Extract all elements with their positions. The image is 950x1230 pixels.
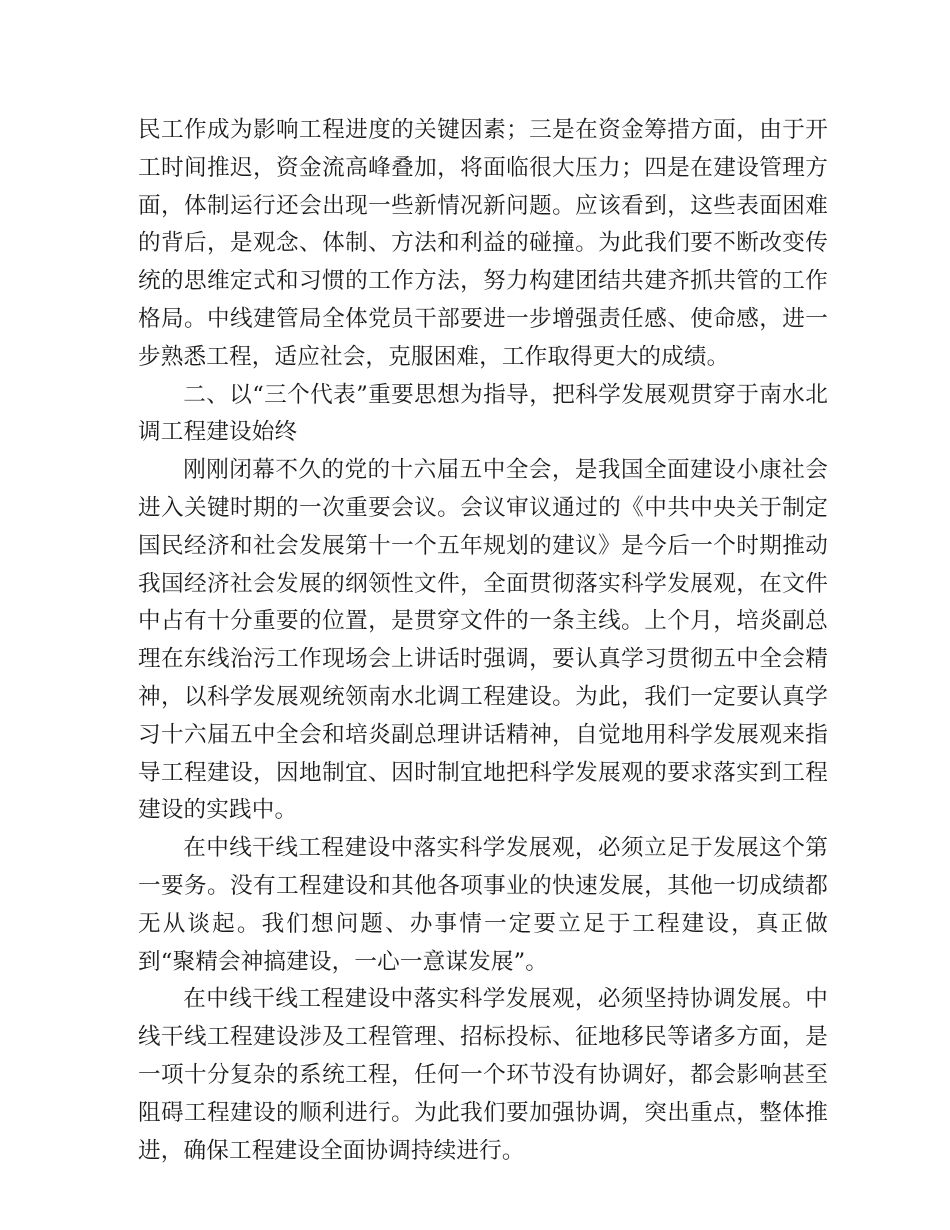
- paragraph-coordinated-development: 在中线干线工程建设中落实科学发展观，必须坚持协调发展。中线干线工程建设涉及工程管理、招标投标、征地移民等诸多方面，是一项十分复杂的系统工程，任何一个环节没有协调好，都会影响甚至阻碍工程建设的顺利进行。为此我们要加强协调，突出重点，整体推进，确保工程建设全面协调持续进行。: [138, 986, 828, 1164]
- paragraph-development-priority: 在中线干线工程建设中落实科学发展观，必须立足于发展这个第一要务。没有工程建设和其他各项事业的快速发展，其他一切成绩都无从谈起。我们想问题、办事情一定要立足于工程建设，真正做到“聚精会神搞建设，一心一意谋发展”。: [138, 835, 828, 975]
- section-heading: 二、以“三个代表”重要思想为指导，把科学发展观贯穿于南水北调工程建设始终: [138, 381, 828, 446]
- document-body: [138, 112, 828, 1170]
- paragraph-plenary-session: 刚刚闭幕不久的党的十六届五中全会，是我国全面建设小康社会进入关键时期的一次重要会议。会议审议通过的《中共中央关于制定国民经济和社会发展第十一个五年规划的建议》是今后一个时期推动我国经济社会发展的纲领性文件，全面贯彻落实科学发展观，在文件中占有十分重要的位置，是贯穿文件的一条主线。上个月，培炎副总理在东线治污工作现场会上讲话时强调，要认真学习贯彻五中全会精神，以科学发展观统领南水北调工程建设。为此，我们一定要认真学习十六届五中全会和培炎副总理讲话精神，自觉地用科学发展观来指导工程建设，因地制宜、因时制宜地把科学发展观的要求落实到工程建设的实践中。: [138, 457, 828, 824]
- paragraph-continuation: 民工作成为影响工程进度的关键因素；三是在资金筹措方面，由于开工时间推迟，资金流高峰叠加，将面临很大压力；四是在建设管理方面，体制运行还会出现一些新情况新问题。应该看到，这些表面困难的背后，是观念、体制、方法和利益的碰撞。为此我们要不断改变传统的思维定式和习惯的工作方法，努力构建团结共建齐抓共管的工作格局。中线建管局全体党员干部要进一步增强责任感、使命感，进一步熟悉工程，适应社会，克服困难，工作取得更大的成绩。: [138, 117, 828, 370]
